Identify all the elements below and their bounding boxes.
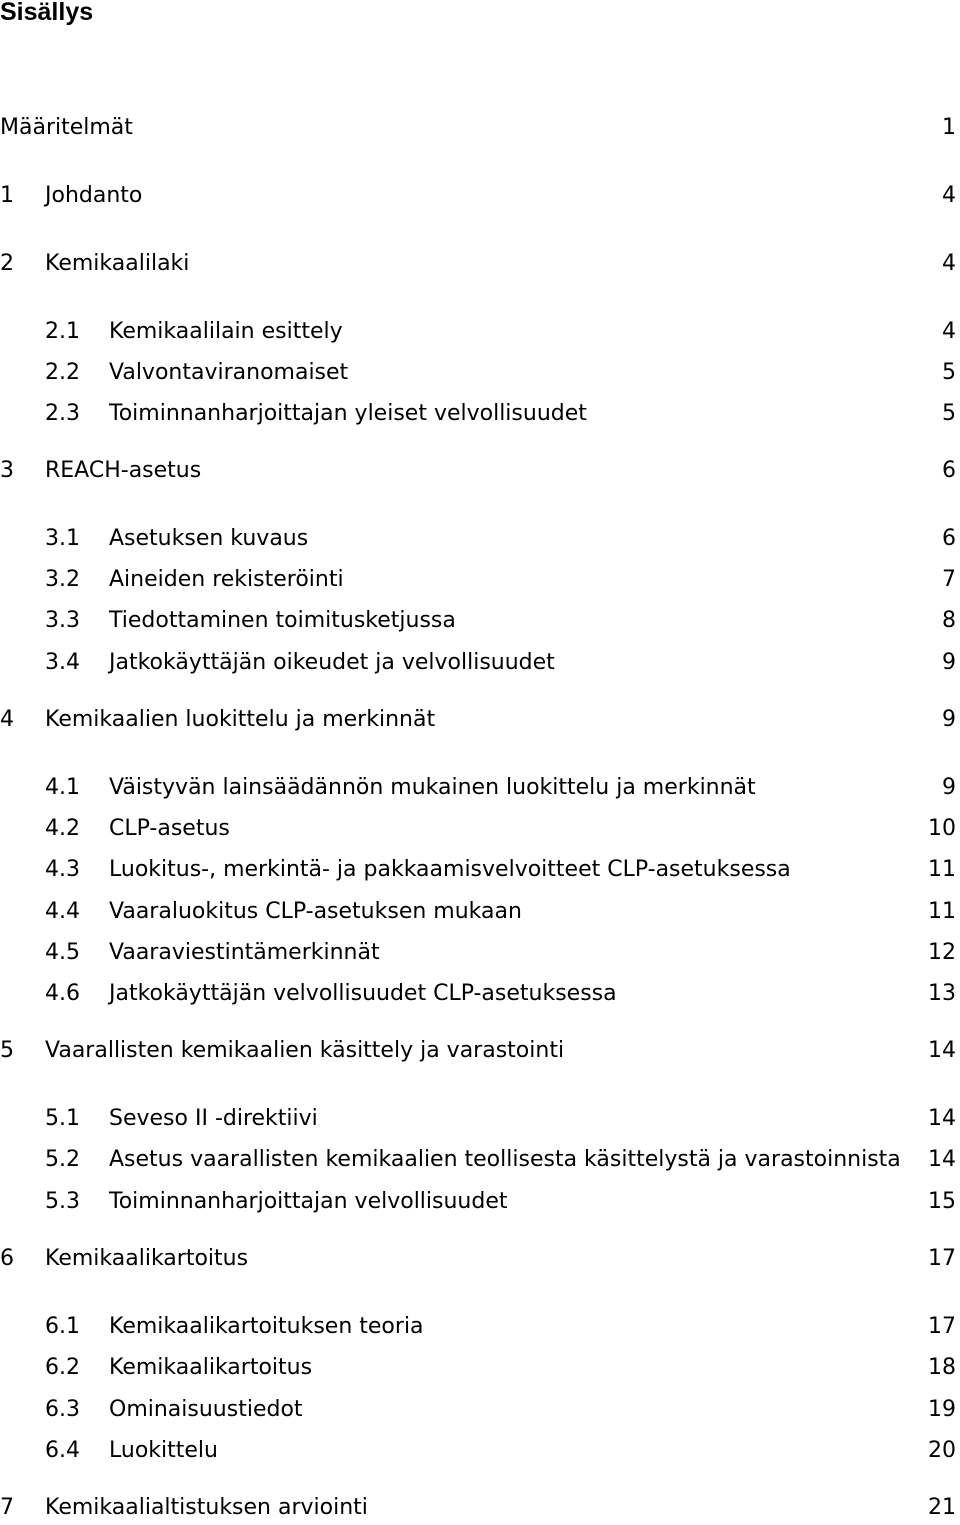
toc-entry-title: Ominaisuustiedot: [109, 1397, 303, 1422]
toc-entry-title: Toiminnanharjoittajan velvollisuudet: [109, 1189, 508, 1214]
toc-entry-number: 4.5: [45, 940, 80, 965]
toc-entry[interactable]: [0, 1351, 960, 1385]
toc-entry-title: Kemikaalikartoitus: [45, 1246, 249, 1271]
toc-entry-page: 14: [928, 1038, 956, 1063]
toc-entry-number: 6.2: [45, 1355, 80, 1380]
toc-entry-title: Kemikaalien luokittelu ja merkinnät: [45, 707, 436, 732]
toc-entry-number: 3.4: [45, 650, 80, 675]
toc-entry-title: Luokittelu: [109, 1438, 218, 1463]
toc-entry-title: Valvontaviranomaiset: [109, 360, 349, 385]
toc-entry[interactable]: [0, 812, 960, 846]
toc-entry-page: 21: [928, 1495, 956, 1520]
toc-entry-title: Vaaraluokitus CLP-asetuksen mukaan: [109, 899, 522, 924]
toc-entry-title: REACH-asetus: [45, 458, 202, 483]
toc-entry-number: 2: [0, 251, 14, 276]
toc-entry[interactable]: [0, 1143, 960, 1177]
toc-entry[interactable]: [0, 1310, 960, 1344]
toc-entry-page: 4: [942, 183, 956, 208]
toc-entry-page: 11: [928, 899, 956, 924]
toc-entry-title: Kemikaalilaki: [45, 251, 190, 276]
toc-entry-page: 14: [928, 1147, 956, 1172]
toc-entry-number: 5: [0, 1038, 14, 1063]
toc-entry-page: 12: [928, 940, 956, 965]
toc-entry-number: 5.3: [45, 1189, 80, 1214]
toc-entry-number: 4.2: [45, 816, 80, 841]
toc-entry-page: 20: [928, 1438, 956, 1463]
toc-entry[interactable]: [0, 356, 960, 390]
toc-entry-page: 17: [928, 1314, 956, 1339]
toc-entry[interactable]: [0, 315, 960, 349]
page-title: Sisällys: [0, 0, 94, 26]
toc-entry-page: 9: [942, 707, 956, 732]
toc-entry-number: 5.1: [45, 1106, 80, 1131]
toc-entry[interactable]: [0, 454, 960, 488]
toc-entry-number: 6.1: [45, 1314, 80, 1339]
toc-entry-title: Toiminnanharjoittajan yleiset velvollisuudet: [109, 401, 587, 426]
toc-entry[interactable]: [0, 563, 960, 597]
toc-entry-number: 4.1: [45, 775, 80, 800]
toc-entry[interactable]: [0, 703, 960, 737]
toc-entry-number: 6.4: [45, 1438, 80, 1463]
toc-entry-page: 4: [942, 319, 956, 344]
toc-entry[interactable]: [0, 1102, 960, 1136]
toc-entry-number: 6.3: [45, 1397, 80, 1422]
toc-entry-number: 2.2: [45, 360, 80, 385]
toc-entry-title: Jatkokäyttäjän oikeudet ja velvollisuudet: [109, 650, 555, 675]
toc-entry-number: 3.1: [45, 526, 80, 551]
toc-entry[interactable]: [0, 1393, 960, 1427]
toc-entry-number: 7: [0, 1495, 14, 1520]
toc-entry-number: 4.6: [45, 981, 80, 1006]
toc-entry-page: 17: [928, 1246, 956, 1271]
toc-entry-page: 14: [928, 1106, 956, 1131]
toc-entry-title: Tiedottaminen toimitusketjussa: [109, 608, 456, 633]
toc-entry[interactable]: [0, 522, 960, 556]
toc-entry-title: Kemikaalialtistuksen arviointi: [45, 1495, 368, 1520]
toc-entry-title: Seveso II -direktiivi: [109, 1106, 318, 1131]
toc-entry-title: CLP-asetus: [109, 816, 230, 841]
toc-entry-page: 7: [942, 567, 956, 592]
toc-entry-page: 13: [928, 981, 956, 1006]
toc-entry-page: 19: [928, 1397, 956, 1422]
toc-entry[interactable]: [0, 179, 960, 213]
toc-entry-page: 9: [942, 650, 956, 675]
toc-entry[interactable]: [0, 1242, 960, 1276]
toc-entry-title: Kemikaalikartoituksen teoria: [109, 1314, 424, 1339]
toc-entry-title: Aineiden rekisteröinti: [109, 567, 344, 592]
toc-entry[interactable]: [0, 604, 960, 638]
toc-entry[interactable]: [0, 397, 960, 431]
toc-entry[interactable]: [0, 1185, 960, 1219]
toc-entry-number: 3: [0, 458, 14, 483]
toc-entry[interactable]: [0, 1034, 960, 1068]
toc-entry[interactable]: [0, 247, 960, 281]
toc-entry-number: 2.3: [45, 401, 80, 426]
toc-entry-page: 8: [942, 608, 956, 633]
toc-entry-page: 9: [942, 775, 956, 800]
toc-entry-number: 2.1: [45, 319, 80, 344]
toc-entry-title: Kemikaalilain esittely: [109, 319, 343, 344]
toc-entry[interactable]: [0, 895, 960, 929]
toc-entry-page: 6: [942, 526, 956, 551]
toc-entry-number: 5.2: [45, 1147, 80, 1172]
toc-entry[interactable]: [0, 853, 960, 887]
toc-entry-title: Väistyvän lainsäädännön mukainen luokittelu ja merkinnät: [109, 775, 756, 800]
toc-entry-page: 1: [942, 115, 956, 140]
toc-entry-number: 4: [0, 707, 14, 732]
toc-entry-page: 15: [928, 1189, 956, 1214]
toc-entry-page: 10: [928, 816, 956, 841]
toc-entry-page: 5: [942, 360, 956, 385]
toc-entry-title: Luokitus-, merkintä- ja pakkaamisvelvoitteet CLP-asetuksessa: [109, 857, 791, 882]
toc-entry-title: Jatkokäyttäjän velvollisuudet CLP-asetuksessa: [109, 981, 617, 1006]
toc-entry-title: Asetus vaarallisten kemikaalien teollisesta käsittelystä ja varastoinnista: [109, 1147, 901, 1172]
toc-entry[interactable]: [0, 111, 960, 145]
toc-entry-title: Vaaraviestintämerkinnät: [109, 940, 380, 965]
toc-entry-page: 6: [942, 458, 956, 483]
toc-entry-page: 4: [942, 251, 956, 276]
toc-entry[interactable]: [0, 977, 960, 1011]
toc-entry-number: 3.2: [45, 567, 80, 592]
toc-entry[interactable]: [0, 1434, 960, 1468]
toc-entry[interactable]: [0, 936, 960, 970]
toc-entry-title: Kemikaalikartoitus: [109, 1355, 313, 1380]
toc-entry-number: 4.3: [45, 857, 80, 882]
toc-entry-page: 11: [928, 857, 956, 882]
toc-entry-title: Määritelmät: [0, 115, 133, 140]
toc-entry-title: Vaarallisten kemikaalien käsittely ja varastointi: [45, 1038, 565, 1063]
toc-entry-page: 5: [942, 401, 956, 426]
toc-entry-title: Asetuksen kuvaus: [109, 526, 309, 551]
toc-entry-number: 3.3: [45, 608, 80, 633]
toc-entry-number: 4.4: [45, 899, 80, 924]
toc-entry-title: Johdanto: [45, 183, 143, 208]
toc-entry[interactable]: [0, 646, 960, 680]
toc-entry[interactable]: [0, 1491, 960, 1525]
toc-entry-number: 1: [0, 183, 14, 208]
toc-entry[interactable]: [0, 771, 960, 805]
toc-entry-number: 6: [0, 1246, 14, 1271]
toc-entry-page: 18: [928, 1355, 956, 1380]
